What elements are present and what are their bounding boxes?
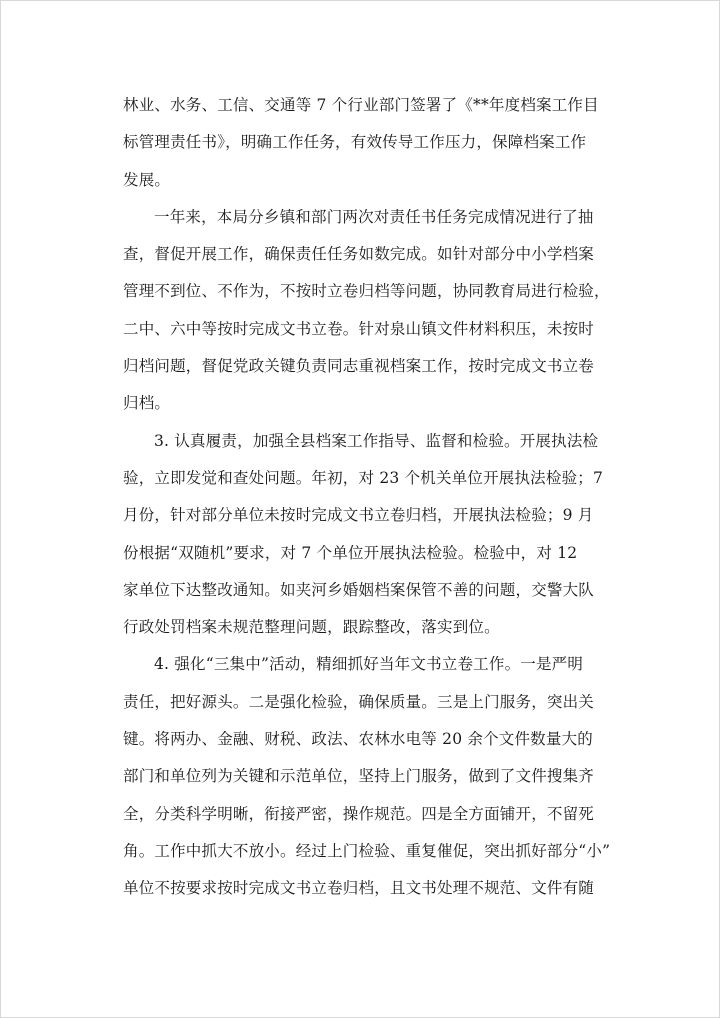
text-line: 责任，把好源头。二是强化检验，确保质量。三是上门服务，突出关 — [123, 692, 595, 711]
text-line: 行政处罚档案未规范整理问题，跟踪整改，落实到位。 — [123, 618, 500, 637]
text-line: 月份，针对部分单位未按时完成文书立卷归档，开展执法检验；9 月 — [123, 506, 594, 525]
text-line: 林业、水务、工信、交通等 7 个行业部门签署了《**年度档案工作目 — [123, 96, 599, 114]
text-line: 单位不按要求按时完成文书立卷归档，且文书处理不规范、文件有随 — [123, 879, 595, 898]
text-line: 家单位下达整改通知。如夹河乡婚姻档案保管不善的问题，交警大队 — [123, 580, 595, 599]
paragraph-4 — [123, 646, 611, 907]
text-line: 查，督促开展工作，确保责任任务如数完成。如针对部分中小学档案 — [123, 245, 595, 264]
text-line: 键。将两办、金融、财税、政法、农林水电等 20 余个文件数量大的 — [123, 730, 593, 749]
text-line: 份根据“双随机”要求，对 7 个单位开展执法检验。检验中，对 12 — [123, 543, 578, 562]
document-body — [123, 87, 611, 908]
text-line: 4. 强化“三集中”活动，精细抓好当年文书立卷工作。一是严明 — [154, 655, 584, 674]
text-line: 管理不到位、不作为，不按时立卷归档等问题，协同教育局进行检验， — [123, 282, 610, 301]
text-line: 标管理责任书》，明确工作任务，有效传导工作压力，保障档案工作 — [123, 133, 587, 152]
paragraph-2 — [123, 199, 610, 423]
text-line: 全，分类科学明晰，衔接严密，操作规范。四是全方面铺开，不留死 — [123, 804, 595, 823]
text-line: 发展。 — [123, 170, 171, 189]
text-line: 3. 认真履责，加强全县档案工作指导、监督和检验。开展执法检 — [154, 431, 599, 450]
text-line: 角。工作中抓大不放小。经过上门检验、重复催促，突出抓好部分“小” — [123, 841, 611, 860]
text-line: 一年来，本局分乡镇和部门两次对责任书任务完成情况进行了抽 — [154, 207, 594, 226]
text-line: 验，立即发觉和查处问题。年初，对 23 个机关单位开展执法检验；7 — [123, 468, 604, 487]
text-line: 部门和单位列为关键和示范单位，坚持上门服务，做到了文件搜集齐 — [123, 767, 595, 786]
paragraph-1 — [123, 87, 601, 199]
text-line: 二中、六中等按时完成文书立卷。针对泉山镇文件材料积压，未按时 — [123, 319, 595, 338]
text-line: 归档。 — [123, 394, 171, 413]
paragraph-3 — [123, 423, 604, 647]
text-line: 归档问题，督促党政关键负责同志重视档案工作，按时完成文书立卷 — [123, 357, 595, 376]
